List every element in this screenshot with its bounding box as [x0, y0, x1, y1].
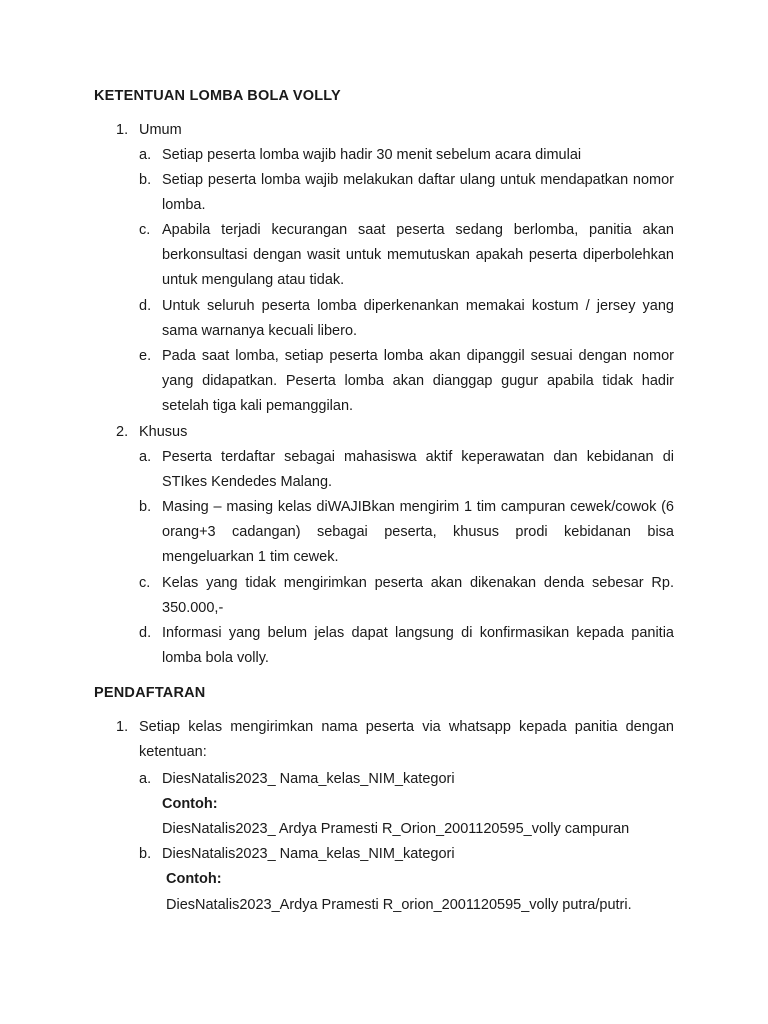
list-letter: c. — [139, 575, 151, 591]
list-item-label: Umum — [139, 122, 182, 138]
list-number: 1. — [116, 719, 129, 735]
list-number: 2. — [116, 424, 129, 440]
format-template: DiesNatalis2023_ Nama_kelas_NIM_kategori — [162, 771, 455, 787]
list-item-text: Setiap peserta lomba wajib melakukan daftar ulang untuk mendapatkan nomor lomba. — [162, 172, 674, 214]
example-text: DiesNatalis2023_ Ardya Pramesti R_Orion_2001120595_volly campuran — [162, 821, 630, 837]
list-letter: b. — [139, 172, 152, 188]
example-text: DiesNatalis2023_Ardya Pramesti R_orion_2001120595_volly putra/putri. — [166, 897, 632, 913]
list-item-text: Setiap peserta lomba wajib hadir 30 menit sebelum acara dimulai — [162, 147, 582, 163]
example-label: Contoh: — [166, 871, 222, 887]
list-item-text: Apabila terjadi kecurangan saat peserta sedang berlomba, panitia akan berkonsultasi dengan wasit untuk memutuskan apakah peserta diperbolehkan untuk mengulang atau tidak. — [162, 222, 674, 289]
list-letter: e. — [139, 348, 152, 364]
list-item-text: Setiap kelas mengirimkan nama peserta via whatsapp kepada panitia dengan ketentuan: — [139, 719, 674, 761]
list-item-text: Peserta terdaftar sebagai mahasiswa aktif keperawatan dan kebidanan di STIkes Kendedes Malang. — [162, 449, 674, 491]
section-title-ketentuan: KETENTUAN LOMBA BOLA VOLLY — [94, 88, 341, 104]
section-title-pendaftaran: PENDAFTARAN — [94, 685, 206, 701]
list-letter: a. — [139, 147, 152, 163]
list-item-text: Kelas yang tidak mengirimkan peserta akan dikenakan denda sebesar Rp. 350.000,- — [162, 575, 674, 617]
list-item-text: Untuk seluruh peserta lomba diperkenankan memakai kostum / jersey yang sama warnanya kecuali libero. — [162, 298, 674, 340]
list-item-text: Informasi yang belum jelas dapat langsung di konfirmasikan kepada panitia lomba bola volly. — [162, 625, 674, 667]
example-label: Contoh: — [162, 796, 218, 812]
list-letter: a. — [139, 449, 152, 465]
format-template: DiesNatalis2023_ Nama_kelas_NIM_kategori — [162, 846, 455, 862]
list-letter: a. — [139, 771, 152, 787]
list-item-text: Pada saat lomba, setiap peserta lomba akan dipanggil sesuai dengan nomor yang didapatkan. Peserta lomba akan dianggap gugur apabila tidak hadir setelah tiga kali pemanggilan. — [162, 348, 674, 415]
list-letter: d. — [139, 298, 152, 314]
list-number: 1. — [116, 122, 129, 138]
list-item-label: Khusus — [139, 424, 188, 440]
list-letter: c. — [139, 222, 151, 238]
list-letter: b. — [139, 846, 152, 862]
list-letter: d. — [139, 625, 152, 641]
list-item-text: Masing – masing kelas diWAJIBkan mengirim 1 tim campuran cewek/cowok (6 orang+3 cadangan) sebagai peserta, khusus prodi kebidanan bisa mengeluarkan 1 tim cewek. — [162, 499, 674, 566]
list-letter: b. — [139, 499, 152, 515]
